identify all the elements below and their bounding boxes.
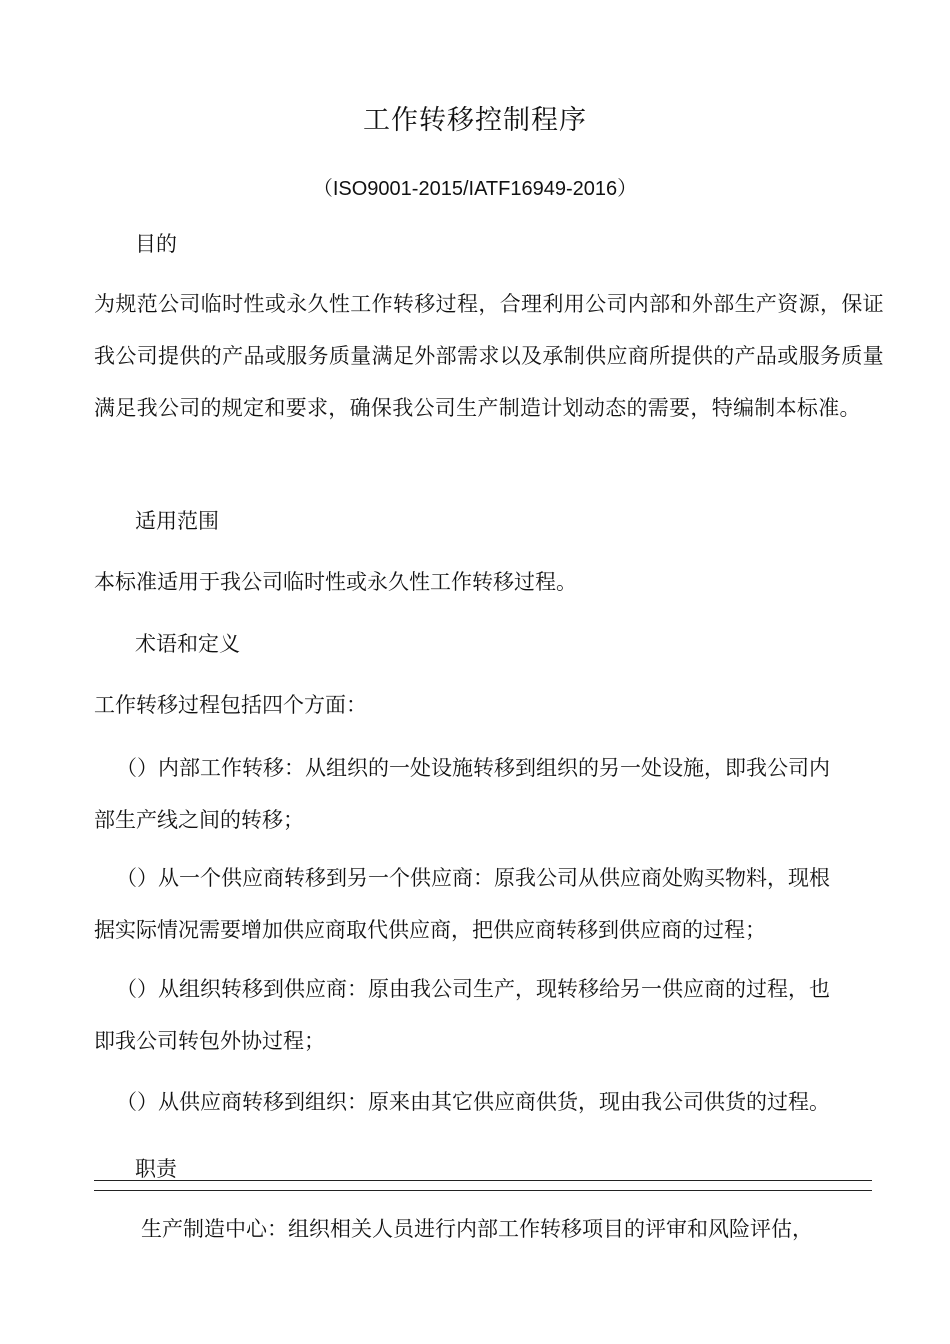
list-item: （）从组织转移到供应商：原由我公司生产，现转移给另一供应商的过程，也 (116, 977, 830, 1001)
scope-heading: 适用范围 (135, 509, 219, 533)
purpose-heading: 目的 (135, 232, 177, 256)
list-item-continuation: 据实际情况需要增加供应商取代供应商，把供应商转移到供应商的过程； (94, 918, 766, 942)
list-item-continuation: 即我公司转包外协过程； (94, 1029, 325, 1053)
purpose-body: 为规范公司临时性或永久性工作转移过程，合理利用公司内部和外部生产资源，保证我公司提供的产品或服务质量满足外部需求以及承制供应商所提供的产品或服务质量满足我公司的规定和要求，确保我公司生产制造计划动态的需要，特编制本标准。 (94, 292, 884, 420)
responsibilities-heading: 职责 (135, 1157, 177, 1181)
responsibilities-first-line: 生产制造中心：组织相关人员进行内部工作转移项目的评审和风险评估， (141, 1217, 813, 1241)
divider (94, 1190, 872, 1191)
terms-heading: 术语和定义 (135, 632, 240, 656)
terms-intro: 工作转移过程包括四个方面： (94, 693, 367, 717)
list-item: （）内部工作转移：从组织的一处设施转移到组织的另一处设施，即我公司内 (116, 756, 830, 780)
divider (94, 1180, 872, 1181)
list-item: （）从一个供应商转移到另一个供应商：原我公司从供应商处购买物料，现根 (116, 866, 830, 890)
list-item: （）从供应商转移到组织：原来由其它供应商供货，现由我公司供货的过程。 (116, 1090, 830, 1114)
list-item-continuation: 部生产线之间的转移； (94, 808, 304, 832)
document-title: 工作转移控制程序 (363, 105, 587, 136)
scope-body: 本标准适用于我公司临时性或永久性工作转移过程。 (94, 570, 577, 594)
document-subtitle: （ISO9001-2015/IATF16949-2016） (312, 178, 638, 200)
